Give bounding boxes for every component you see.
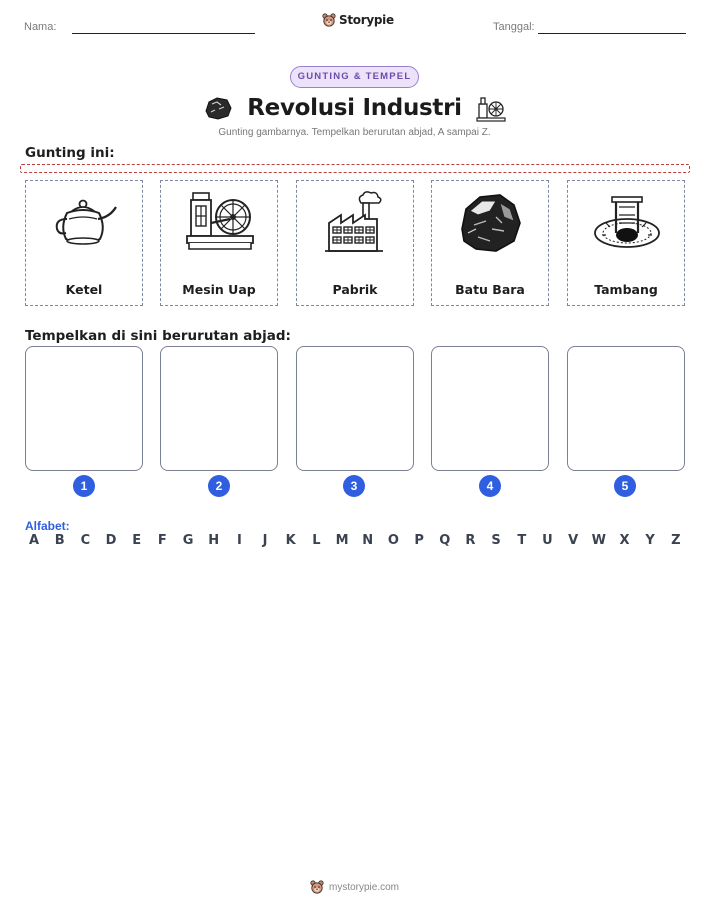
paste-box-5[interactable]	[567, 346, 685, 471]
alphabet-letter: X	[619, 533, 630, 548]
footer	[0, 880, 709, 894]
bear-icon	[310, 880, 324, 894]
steam-engine-icon	[476, 94, 506, 122]
alphabet-row	[25, 533, 685, 548]
alphabet-letter: P	[414, 533, 424, 548]
alphabet-letter: W	[591, 533, 606, 548]
bear-icon	[322, 13, 336, 27]
number-badge-4: 4	[479, 475, 501, 497]
paste-section-title: Tempelkan di sini berurutan abjad:	[25, 328, 291, 344]
cut-card-mesin-uap[interactable]	[160, 180, 278, 306]
cut-card-ketel[interactable]	[25, 180, 143, 306]
coal-icon	[203, 95, 233, 121]
alphabet-letter: A	[28, 533, 40, 548]
alphabet-letter: F	[157, 533, 167, 548]
cut-section-title: Gunting ini:	[25, 145, 115, 161]
storypie-logo	[322, 13, 394, 27]
alphabet-letter: L	[312, 533, 321, 548]
name-line[interactable]	[72, 33, 255, 34]
factory-icon	[321, 189, 391, 257]
instructions: Gunting gambarnya. Tempelkan berurutan abjad, A sampai Z.	[218, 127, 491, 138]
card-label: Pabrik	[332, 282, 378, 297]
alphabet-letter: C	[80, 533, 91, 548]
number-badge-2: 2	[208, 475, 230, 497]
kettle-icon	[50, 189, 120, 257]
card-label: Ketel	[65, 282, 103, 297]
steam-engine-icon	[185, 189, 255, 257]
card-label: Tambang	[594, 282, 658, 297]
alphabet-letter: Z	[671, 533, 681, 548]
alphabet-letter: I	[236, 533, 242, 548]
date-line[interactable]	[538, 33, 686, 34]
worksheet-header	[0, 0, 709, 50]
alphabet-letter: D	[105, 533, 117, 548]
number-badge-5: 5	[614, 475, 636, 497]
brand-name: Storypie	[339, 13, 394, 27]
cut-card-pabrik[interactable]	[296, 180, 414, 306]
name-label: Nama:	[24, 21, 57, 33]
footer-url[interactable]: mystorypie.com	[328, 881, 399, 893]
alphabet-letter: H	[208, 533, 220, 548]
card-label: Batu Bara	[455, 282, 525, 297]
alphabet-letter: R	[465, 533, 476, 548]
alphabet-letter: Q	[439, 533, 451, 548]
mine-icon	[592, 189, 662, 257]
card-label: Mesin Uap	[182, 282, 256, 297]
paste-box-2[interactable]	[160, 346, 278, 471]
coal-icon	[456, 189, 526, 257]
alphabet-letter: M	[335, 533, 349, 548]
alphabet-letter: O	[387, 533, 399, 548]
alphabet-letter: K	[285, 533, 296, 548]
alphabet-letter: N	[362, 533, 374, 548]
alphabet-letter: Y	[645, 533, 655, 548]
number-badge-3: 3	[343, 475, 365, 497]
cut-card-tambang[interactable]	[567, 180, 685, 306]
alphabet-letter: S	[491, 533, 501, 548]
alphabet-letter: J	[262, 533, 268, 548]
alphabet-label: Alfabet:	[25, 519, 70, 533]
cut-line	[20, 164, 690, 173]
alphabet-letter: V	[568, 533, 579, 548]
alphabet-letter: T	[517, 533, 527, 548]
paste-box-4[interactable]	[431, 346, 549, 471]
paste-box-1[interactable]	[25, 346, 143, 471]
cut-card-batu-bara[interactable]	[431, 180, 549, 306]
page-title: Revolusi Industri	[247, 95, 462, 121]
alphabet-letter: B	[54, 533, 65, 548]
date-label: Tanggal:	[493, 21, 535, 33]
alphabet-letter: E	[132, 533, 142, 548]
alphabet-letter: U	[542, 533, 553, 548]
alphabet-letter: G	[182, 533, 194, 548]
number-badge-1: 1	[73, 475, 95, 497]
paste-box-3[interactable]	[296, 346, 414, 471]
title-row	[0, 92, 709, 124]
activity-badge: GUNTING & TEMPEL	[290, 66, 419, 88]
